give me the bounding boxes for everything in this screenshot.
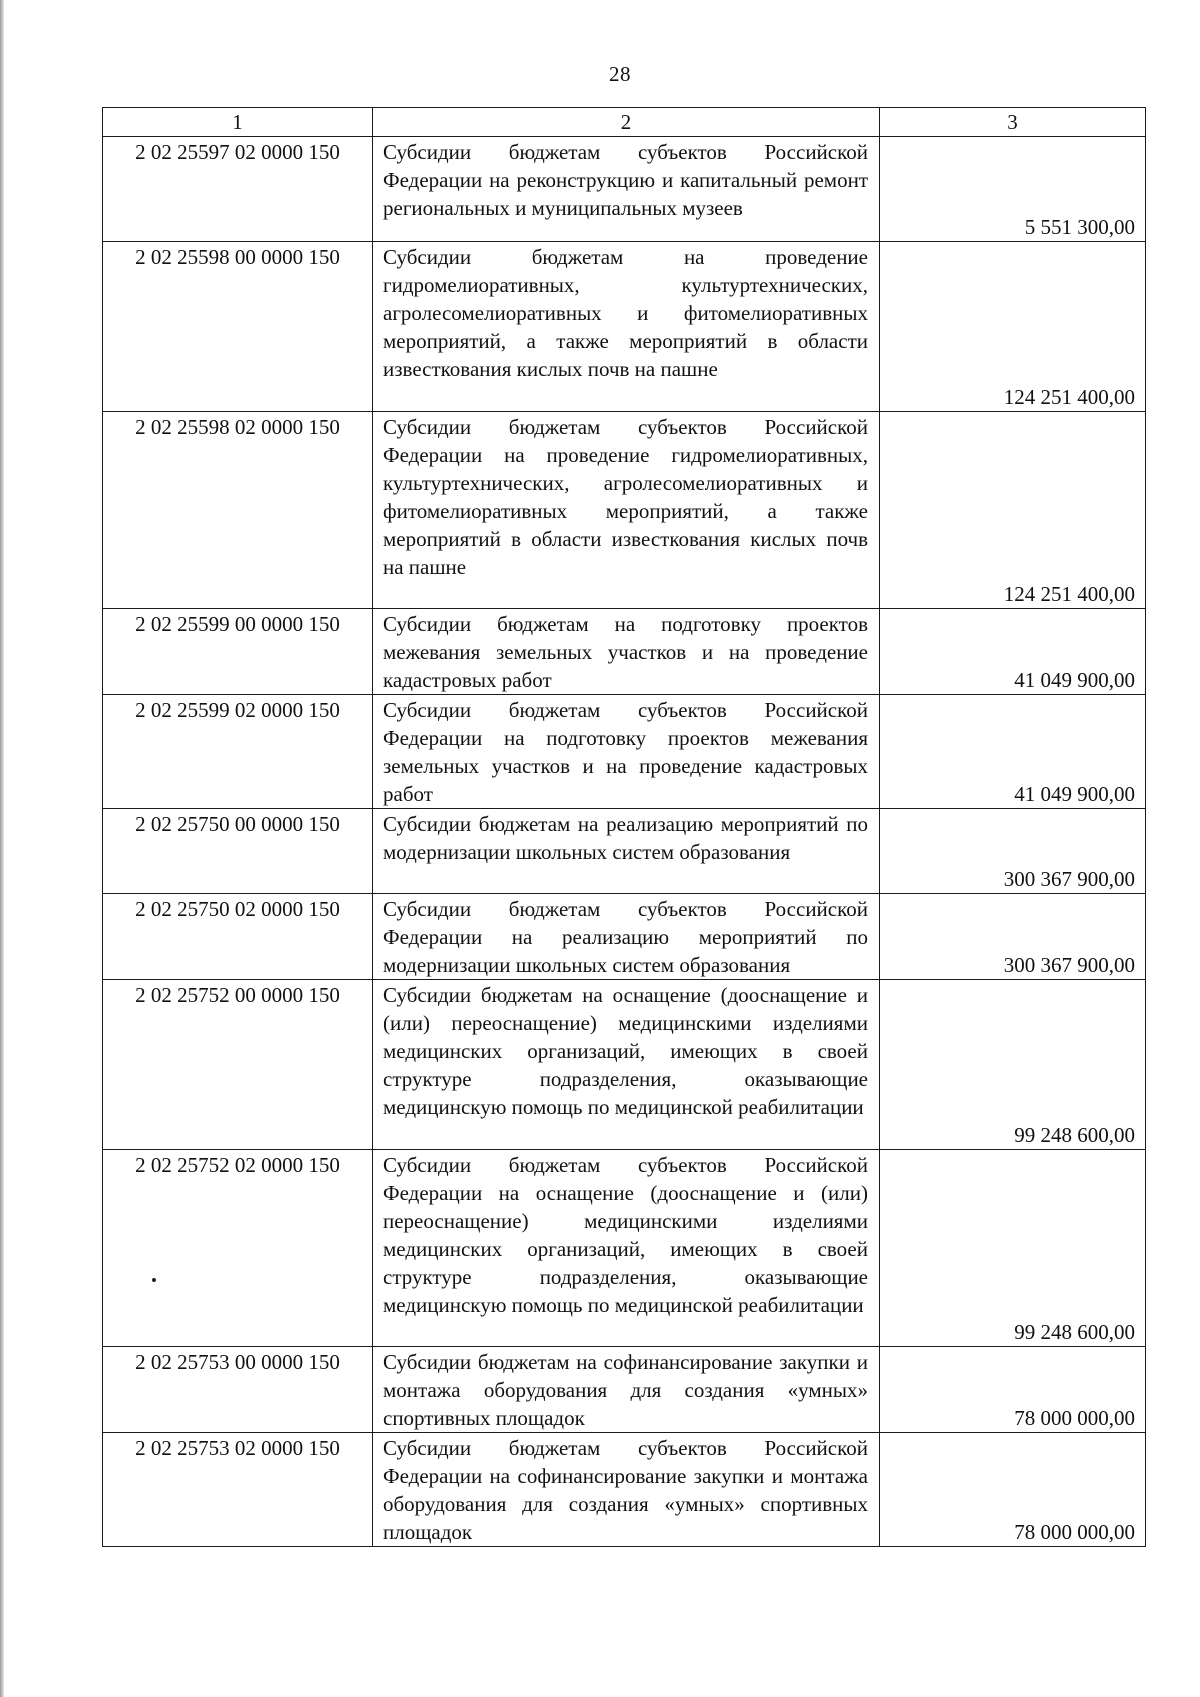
amount-cell: 124 251 400,00 xyxy=(880,412,1146,609)
budget-code-cell: 2 02 25750 00 0000 150 xyxy=(103,809,373,894)
budget-code-cell: 2 02 25753 00 0000 150 xyxy=(103,1347,373,1433)
table-row xyxy=(103,695,1146,809)
table-body xyxy=(103,137,1146,1547)
table-row xyxy=(103,1433,1146,1547)
amount-cell: 5 551 300,00 xyxy=(880,137,1146,242)
description-cell: Субсидии бюджетам субъектов Российской Федерации на реконструкцию и капитальный ремонт региональных и муниципальных музеев xyxy=(373,137,880,242)
budget-code-cell: 2 02 25598 00 0000 150 xyxy=(103,242,373,412)
header-cell-amount: 3 xyxy=(880,108,1146,137)
amount-cell: 78 000 000,00 xyxy=(880,1433,1146,1547)
page-number: 28 xyxy=(609,62,631,86)
amount-cell: 300 367 900,00 xyxy=(880,894,1146,980)
budget-code-cell: 2 02 25598 02 0000 150 xyxy=(103,412,373,609)
description-cell: Субсидии бюджетам субъектов Российской Федерации на софинансирование закупки и монтажа оборудования для создания «умных» спортивных площадок xyxy=(373,1433,880,1547)
description-cell: Субсидии бюджетам субъектов Российской Федерации на оснащение (дооснащение и (или) переоснащение) медицинскими изделиями медицинских организаций, имеющих в своей структуре подразделения, оказывающие медицинскую помощь по медицинской реабилитации xyxy=(373,1150,880,1347)
budget-code-cell: 2 02 25599 00 0000 150 xyxy=(103,609,373,695)
amount-cell: 99 248 600,00 xyxy=(880,980,1146,1150)
header-cell-code: 1 xyxy=(103,108,373,137)
budget-code-cell: 2 02 25752 00 0000 150 xyxy=(103,980,373,1150)
description-cell: Субсидии бюджетам на реализацию мероприятий по модернизации школьных систем образования xyxy=(373,809,880,894)
header-row xyxy=(103,108,1146,137)
budget-code-cell: 2 02 25753 02 0000 150 xyxy=(103,1433,373,1547)
amount-cell: 41 049 900,00 xyxy=(880,695,1146,809)
amount-cell: 99 248 600,00 xyxy=(880,1150,1146,1347)
amount-cell: 41 049 900,00 xyxy=(880,609,1146,695)
scan-edge xyxy=(0,0,4,1697)
table-row xyxy=(103,412,1146,609)
table-row xyxy=(103,609,1146,695)
amount-cell: 78 000 000,00 xyxy=(880,1347,1146,1433)
table-row xyxy=(103,809,1146,894)
budget-code-cell: 2 02 25750 02 0000 150 xyxy=(103,894,373,980)
scan-speck xyxy=(152,1278,156,1282)
table-row xyxy=(103,894,1146,980)
amount-cell: 124 251 400,00 xyxy=(880,242,1146,412)
budget-revenue-table xyxy=(102,107,1146,1547)
table-header xyxy=(103,108,1146,137)
description-cell: Субсидии бюджетам субъектов Российской Федерации на проведение гидромелиоративных, культуртехнических, агролесомелиоративных и фитомелиоративных мероприятий, а также мероприятий в области известкования кислых почв на пашне xyxy=(373,412,880,609)
table-row xyxy=(103,1150,1146,1347)
description-cell: Субсидии бюджетам на проведение гидромелиоративных, культуртехнических, агролесомелиоративных и фитомелиоративных мероприятий, а также мероприятий в области известкования кислых почв на пашне xyxy=(373,242,880,412)
description-cell: Субсидии бюджетам субъектов Российской Федерации на подготовку проектов межевания земельных участков и на проведение кадастровых работ xyxy=(373,695,880,809)
budget-code-cell: 2 02 25752 02 0000 150 xyxy=(103,1150,373,1347)
description-cell: Субсидии бюджетам субъектов Российской Федерации на реализацию мероприятий по модернизации школьных систем образования xyxy=(373,894,880,980)
description-cell: Субсидии бюджетам на софинансирование закупки и монтажа оборудования для создания «умных» спортивных площадок xyxy=(373,1347,880,1433)
amount-cell: 300 367 900,00 xyxy=(880,809,1146,894)
table-row xyxy=(103,980,1146,1150)
table-row xyxy=(103,1347,1146,1433)
description-cell: Субсидии бюджетам на оснащение (дооснащение и (или) переоснащение) медицинскими изделиями медицинских организаций, имеющих в своей структуре подразделения, оказывающие медицинскую помощь по медицинской реабилитации xyxy=(373,980,880,1150)
table-row xyxy=(103,242,1146,412)
budget-code-cell: 2 02 25599 02 0000 150 xyxy=(103,695,373,809)
description-cell: Субсидии бюджетам на подготовку проектов межевания земельных участков и на проведение кадастровых работ xyxy=(373,609,880,695)
header-cell-name: 2 xyxy=(373,108,880,137)
budget-code-cell: 2 02 25597 02 0000 150 xyxy=(103,137,373,242)
table-row xyxy=(103,137,1146,242)
